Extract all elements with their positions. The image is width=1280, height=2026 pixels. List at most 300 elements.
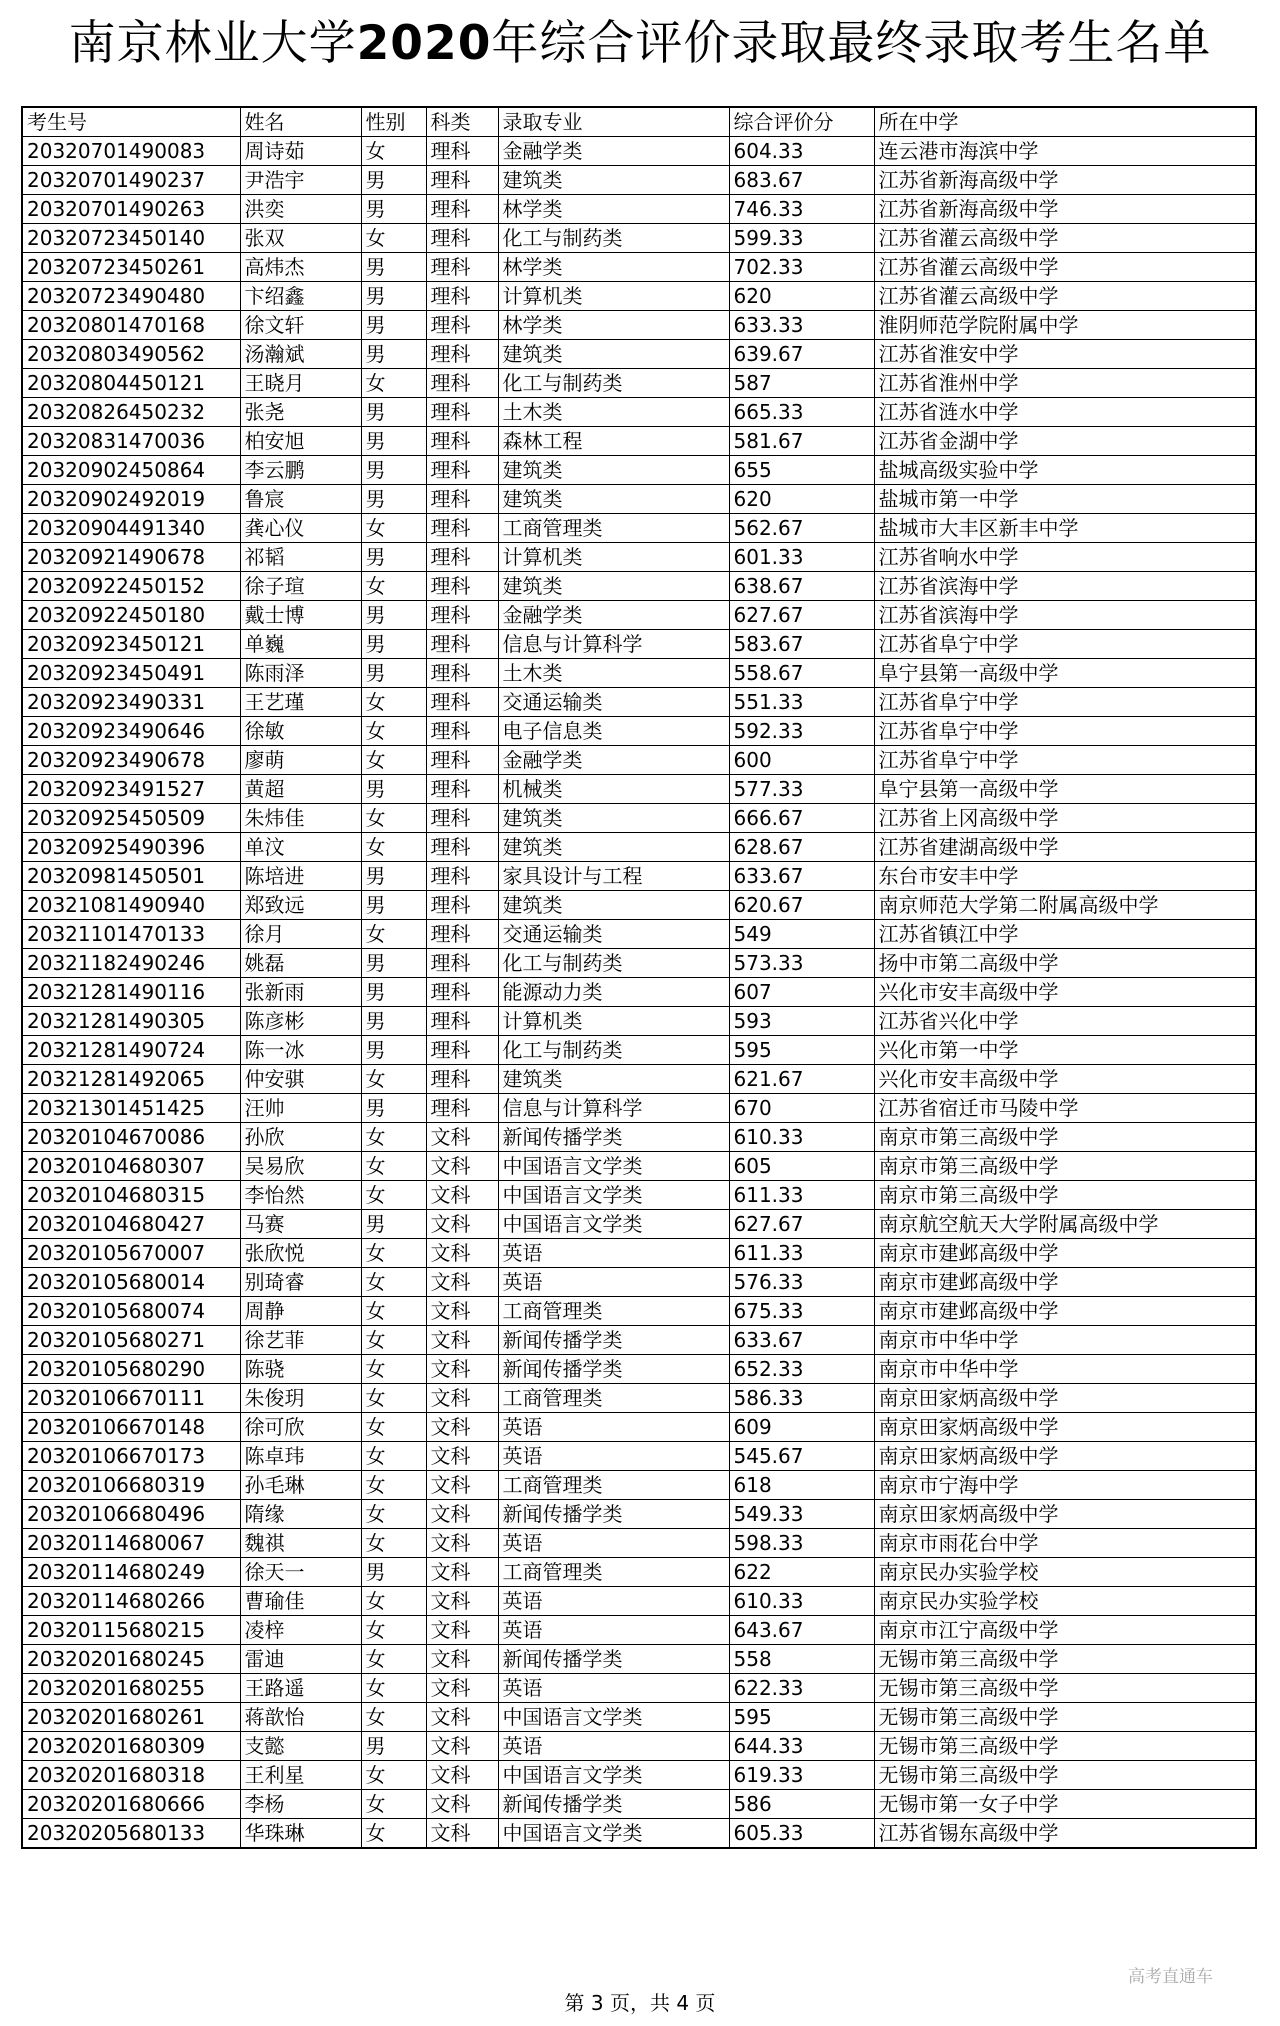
cell-school: 淮阴师范学院附属中学 [874,311,1256,340]
cell-major: 英语 [498,1674,729,1703]
cell-name: 郑致远 [240,891,361,920]
table-row [22,1674,1256,1703]
cell-candidate-id: 20321081490940 [22,891,240,920]
table-row [22,1123,1256,1152]
cell-school: 南京民办实验学校 [874,1587,1256,1616]
cell-gender: 男 [361,253,426,282]
cell-gender: 男 [361,775,426,804]
cell-name: 凌梓 [240,1616,361,1645]
cell-category: 理科 [426,137,498,166]
cell-gender: 女 [361,1500,426,1529]
table-row [22,166,1256,195]
cell-category: 文科 [426,1645,498,1674]
table-row [22,224,1256,253]
cell-category: 理科 [426,775,498,804]
cell-school: 江苏省兴化中学 [874,1007,1256,1036]
cell-major: 建筑类 [498,804,729,833]
cell-major: 新闻传播学类 [498,1326,729,1355]
page-title [0,14,1280,74]
cell-name: 支懿 [240,1732,361,1761]
cell-major: 建筑类 [498,833,729,862]
cell-name: 祁韬 [240,543,361,572]
cell-candidate-id: 20320104680427 [22,1210,240,1239]
cell-major: 工商管理类 [498,1558,729,1587]
cell-candidate-id: 20320106670173 [22,1442,240,1471]
cell-gender: 男 [361,891,426,920]
cell-major: 信息与计算科学 [498,630,729,659]
cell-score: 551.33 [729,688,874,717]
cell-category: 文科 [426,1239,498,1268]
cell-candidate-id: 20320205680133 [22,1819,240,1849]
cell-gender: 女 [361,1326,426,1355]
table-row [22,688,1256,717]
cell-school: 扬中市第二高级中学 [874,949,1256,978]
cell-name: 仲安骐 [240,1065,361,1094]
table-row [22,1007,1256,1036]
cell-major: 建筑类 [498,166,729,195]
cell-school: 江苏省淮州中学 [874,369,1256,398]
header-score: 综合评价分 [729,107,874,137]
table-row [22,427,1256,456]
cell-score: 558.67 [729,659,874,688]
table-row [22,1761,1256,1790]
cell-school: 江苏省涟水中学 [874,398,1256,427]
cell-major: 家具设计与工程 [498,862,729,891]
cell-candidate-id: 20320723450261 [22,253,240,282]
cell-name: 高炜杰 [240,253,361,282]
cell-school: 盐城高级实验中学 [874,456,1256,485]
cell-category: 文科 [426,1123,498,1152]
table-row [22,1152,1256,1181]
cell-score: 621.67 [729,1065,874,1094]
cell-gender: 女 [361,1645,426,1674]
table-row [22,369,1256,398]
cell-major: 计算机类 [498,543,729,572]
cell-school: 南京田家炳高级中学 [874,1500,1256,1529]
cell-school: 南京师范大学第二附属高级中学 [874,891,1256,920]
cell-category: 文科 [426,1384,498,1413]
cell-score: 633.67 [729,862,874,891]
table-row [22,195,1256,224]
cell-name: 孙欣 [240,1123,361,1152]
cell-score: 644.33 [729,1732,874,1761]
cell-name: 徐文轩 [240,311,361,340]
cell-category: 文科 [426,1500,498,1529]
cell-candidate-id: 20320701490263 [22,195,240,224]
cell-gender: 男 [361,1558,426,1587]
cell-category: 理科 [426,456,498,485]
cell-score: 592.33 [729,717,874,746]
cell-name: 黄超 [240,775,361,804]
table-row [22,1297,1256,1326]
cell-score: 627.67 [729,601,874,630]
cell-score: 628.67 [729,833,874,862]
cell-category: 理科 [426,514,498,543]
cell-major: 金融学类 [498,601,729,630]
cell-candidate-id: 20321301451425 [22,1094,240,1123]
cell-score: 652.33 [729,1355,874,1384]
cell-major: 中国语言文学类 [498,1181,729,1210]
cell-category: 文科 [426,1355,498,1384]
cell-school: 无锡市第三高级中学 [874,1761,1256,1790]
cell-major: 建筑类 [498,891,729,920]
cell-candidate-id: 20320925490396 [22,833,240,862]
cell-category: 理科 [426,717,498,746]
cell-category: 文科 [426,1268,498,1297]
admission-table [21,106,1257,1849]
cell-name: 徐月 [240,920,361,949]
cell-gender: 女 [361,1616,426,1645]
cell-gender: 男 [361,630,426,659]
cell-gender: 男 [361,456,426,485]
cell-category: 理科 [426,659,498,688]
cell-name: 陈卓玮 [240,1442,361,1471]
header-school: 所在中学 [874,107,1256,137]
cell-school: 无锡市第三高级中学 [874,1645,1256,1674]
cell-score: 558 [729,1645,874,1674]
cell-school: 江苏省建湖高级中学 [874,833,1256,862]
cell-name: 孙毛琳 [240,1471,361,1500]
cell-score: 665.33 [729,398,874,427]
cell-gender: 女 [361,688,426,717]
cell-candidate-id: 20320105680271 [22,1326,240,1355]
cell-candidate-id: 20320921490678 [22,543,240,572]
cell-major: 林学类 [498,195,729,224]
table-row [22,1790,1256,1819]
cell-school: 江苏省阜宁中学 [874,630,1256,659]
cell-gender: 女 [361,514,426,543]
cell-category: 文科 [426,1703,498,1732]
table-row [22,1326,1256,1355]
cell-candidate-id: 20320826450232 [22,398,240,427]
cell-major: 电子信息类 [498,717,729,746]
cell-category: 理科 [426,427,498,456]
cell-major: 建筑类 [498,485,729,514]
cell-name: 徐敏 [240,717,361,746]
cell-candidate-id: 20320105680290 [22,1355,240,1384]
cell-gender: 女 [361,1703,426,1732]
cell-category: 文科 [426,1181,498,1210]
cell-major: 英语 [498,1442,729,1471]
cell-category: 文科 [426,1587,498,1616]
cell-major: 新闻传播学类 [498,1645,729,1674]
cell-candidate-id: 20320104680307 [22,1152,240,1181]
cell-school: 南京市第三高级中学 [874,1152,1256,1181]
cell-school: 南京田家炳高级中学 [874,1384,1256,1413]
cell-school: 兴化市第一中学 [874,1036,1256,1065]
cell-gender: 男 [361,1732,426,1761]
cell-gender: 女 [361,1819,426,1849]
cell-major: 中国语言文学类 [498,1761,729,1790]
cell-name: 洪奕 [240,195,361,224]
cell-major: 计算机类 [498,282,729,311]
cell-name: 单巍 [240,630,361,659]
table-row [22,253,1256,282]
cell-candidate-id: 20320902450864 [22,456,240,485]
cell-name: 朱炜佳 [240,804,361,833]
cell-candidate-id: 20320701490083 [22,137,240,166]
cell-score: 627.67 [729,1210,874,1239]
cell-school: 南京市雨花台中学 [874,1529,1256,1558]
cell-candidate-id: 20320981450501 [22,862,240,891]
table-row [22,1268,1256,1297]
cell-major: 英语 [498,1732,729,1761]
cell-gender: 女 [361,1674,426,1703]
cell-name: 姚磊 [240,949,361,978]
cell-category: 理科 [426,1065,498,1094]
cell-score: 655 [729,456,874,485]
cell-candidate-id: 20320114680249 [22,1558,240,1587]
cell-score: 746.33 [729,195,874,224]
cell-school: 南京田家炳高级中学 [874,1442,1256,1471]
cell-major: 英语 [498,1268,729,1297]
cell-candidate-id: 20320922450152 [22,572,240,601]
cell-name: 单汶 [240,833,361,862]
cell-candidate-id: 20320201680261 [22,1703,240,1732]
header-name: 姓名 [240,107,361,137]
cell-name: 廖萌 [240,746,361,775]
cell-category: 文科 [426,1529,498,1558]
cell-candidate-id: 20320105680014 [22,1268,240,1297]
table-row [22,1732,1256,1761]
cell-candidate-id: 20320925450509 [22,804,240,833]
cell-candidate-id: 20320801470168 [22,311,240,340]
cell-score: 595 [729,1036,874,1065]
cell-gender: 男 [361,543,426,572]
table-row [22,746,1256,775]
cell-gender: 男 [361,166,426,195]
table-row [22,862,1256,891]
cell-gender: 女 [361,1790,426,1819]
cell-major: 中国语言文学类 [498,1819,729,1849]
cell-candidate-id: 20320201680255 [22,1674,240,1703]
cell-category: 文科 [426,1297,498,1326]
cell-category: 理科 [426,833,498,862]
table-header-row [22,107,1256,137]
cell-name: 李云鹏 [240,456,361,485]
cell-gender: 男 [361,1094,426,1123]
cell-gender: 女 [361,1065,426,1094]
table-row [22,514,1256,543]
cell-major: 计算机类 [498,1007,729,1036]
cell-score: 545.67 [729,1442,874,1471]
cell-gender: 女 [361,224,426,253]
cell-candidate-id: 20321101470133 [22,920,240,949]
cell-major: 英语 [498,1239,729,1268]
cell-score: 583.67 [729,630,874,659]
cell-major: 林学类 [498,311,729,340]
cell-score: 605.33 [729,1819,874,1849]
cell-school: 兴化市安丰高级中学 [874,1065,1256,1094]
cell-gender: 女 [361,1123,426,1152]
cell-name: 张尧 [240,398,361,427]
table-row [22,1500,1256,1529]
cell-name: 张新雨 [240,978,361,1007]
cell-candidate-id: 20320201680666 [22,1790,240,1819]
cell-score: 595 [729,1703,874,1732]
table-row [22,1036,1256,1065]
cell-category: 理科 [426,891,498,920]
cell-school: 盐城市大丰区新丰中学 [874,514,1256,543]
table-row [22,1065,1256,1094]
cell-gender: 男 [361,601,426,630]
cell-school: 南京市中华中学 [874,1355,1256,1384]
cell-score: 576.33 [729,1268,874,1297]
header-category: 科类 [426,107,498,137]
table-row [22,601,1256,630]
cell-school: 江苏省阜宁中学 [874,688,1256,717]
table-body [22,137,1256,1849]
cell-category: 理科 [426,224,498,253]
cell-name: 陈雨泽 [240,659,361,688]
cell-category: 理科 [426,195,498,224]
cell-gender: 女 [361,1587,426,1616]
table-row [22,833,1256,862]
cell-score: 618 [729,1471,874,1500]
cell-major: 英语 [498,1413,729,1442]
cell-gender: 女 [361,1761,426,1790]
header-gender: 性别 [361,107,426,137]
cell-category: 文科 [426,1326,498,1355]
cell-category: 理科 [426,282,498,311]
cell-major: 森林工程 [498,427,729,456]
cell-gender: 女 [361,804,426,833]
cell-major: 化工与制药类 [498,1036,729,1065]
cell-name: 朱俊玥 [240,1384,361,1413]
cell-score: 581.67 [729,427,874,456]
cell-major: 化工与制药类 [498,224,729,253]
cell-name: 徐可欣 [240,1413,361,1442]
cell-name: 徐艺菲 [240,1326,361,1355]
cell-score: 622 [729,1558,874,1587]
cell-category: 理科 [426,688,498,717]
cell-score: 586 [729,1790,874,1819]
cell-major: 中国语言文学类 [498,1210,729,1239]
cell-major: 新闻传播学类 [498,1355,729,1384]
cell-major: 工商管理类 [498,1297,729,1326]
cell-category: 文科 [426,1732,498,1761]
cell-score: 605 [729,1152,874,1181]
cell-candidate-id: 20320106670111 [22,1384,240,1413]
cell-gender: 男 [361,427,426,456]
cell-school: 江苏省锡东高级中学 [874,1819,1256,1849]
cell-school: 无锡市第三高级中学 [874,1732,1256,1761]
cell-name: 李怡然 [240,1181,361,1210]
cell-name: 曹瑜佳 [240,1587,361,1616]
cell-score: 587 [729,369,874,398]
cell-major: 金融学类 [498,746,729,775]
cell-candidate-id: 20320105680074 [22,1297,240,1326]
cell-major: 金融学类 [498,137,729,166]
cell-category: 理科 [426,369,498,398]
cell-name: 陈培进 [240,862,361,891]
cell-candidate-id: 20320106670148 [22,1413,240,1442]
cell-category: 理科 [426,1007,498,1036]
cell-category: 理科 [426,920,498,949]
cell-score: 620 [729,485,874,514]
table-row [22,1587,1256,1616]
table-row [22,456,1256,485]
cell-score: 666.67 [729,804,874,833]
cell-school: 江苏省灌云高级中学 [874,253,1256,282]
table-row [22,572,1256,601]
cell-category: 理科 [426,601,498,630]
cell-category: 文科 [426,1790,498,1819]
cell-score: 607 [729,978,874,1007]
cell-gender: 女 [361,1239,426,1268]
table-row [22,398,1256,427]
cell-gender: 女 [361,833,426,862]
cell-score: 593 [729,1007,874,1036]
cell-gender: 男 [361,659,426,688]
table-row [22,1819,1256,1849]
cell-score: 633.67 [729,1326,874,1355]
cell-score: 622.33 [729,1674,874,1703]
cell-category: 理科 [426,804,498,833]
cell-major: 新闻传播学类 [498,1790,729,1819]
header-candidate-id: 考生号 [22,107,240,137]
cell-school: 江苏省滨海中学 [874,572,1256,601]
cell-gender: 女 [361,1355,426,1384]
cell-category: 文科 [426,1442,498,1471]
cell-name: 王路遥 [240,1674,361,1703]
cell-school: 江苏省灌云高级中学 [874,224,1256,253]
cell-school: 江苏省响水中学 [874,543,1256,572]
cell-school: 江苏省宿迁市马陵中学 [874,1094,1256,1123]
cell-school: 阜宁县第一高级中学 [874,775,1256,804]
table-row [22,1239,1256,1268]
cell-gender: 女 [361,1529,426,1558]
cell-gender: 男 [361,282,426,311]
cell-candidate-id: 20320201680309 [22,1732,240,1761]
cell-gender: 女 [361,137,426,166]
cell-score: 610.33 [729,1587,874,1616]
cell-candidate-id: 20320723450140 [22,224,240,253]
cell-score: 609 [729,1413,874,1442]
cell-score: 586.33 [729,1384,874,1413]
cell-name: 王利星 [240,1761,361,1790]
cell-name: 别琦睿 [240,1268,361,1297]
cell-school: 无锡市第三高级中学 [874,1703,1256,1732]
table-row [22,949,1256,978]
cell-score: 600 [729,746,874,775]
header-major: 录取专业 [498,107,729,137]
cell-score: 638.67 [729,572,874,601]
cell-gender: 女 [361,1442,426,1471]
cell-school: 江苏省新海高级中学 [874,195,1256,224]
cell-score: 611.33 [729,1181,874,1210]
cell-category: 文科 [426,1413,498,1442]
cell-name: 周静 [240,1297,361,1326]
cell-major: 机械类 [498,775,729,804]
cell-major: 化工与制药类 [498,369,729,398]
cell-school: 南京市建邺高级中学 [874,1297,1256,1326]
page-number: 第 3 页，共 4 页 [564,1991,716,2015]
cell-candidate-id: 20320923450121 [22,630,240,659]
table-row [22,1558,1256,1587]
cell-school: 南京市第三高级中学 [874,1181,1256,1210]
cell-candidate-id: 20320104680315 [22,1181,240,1210]
cell-candidate-id: 20320923490331 [22,688,240,717]
cell-score: 620.67 [729,891,874,920]
cell-gender: 女 [361,1413,426,1442]
title-suffix: 年综合评价录取最终录取考生名单 [491,16,1212,71]
table-row [22,1384,1256,1413]
cell-school: 江苏省阜宁中学 [874,717,1256,746]
cell-major: 新闻传播学类 [498,1123,729,1152]
cell-category: 理科 [426,746,498,775]
table-row [22,659,1256,688]
